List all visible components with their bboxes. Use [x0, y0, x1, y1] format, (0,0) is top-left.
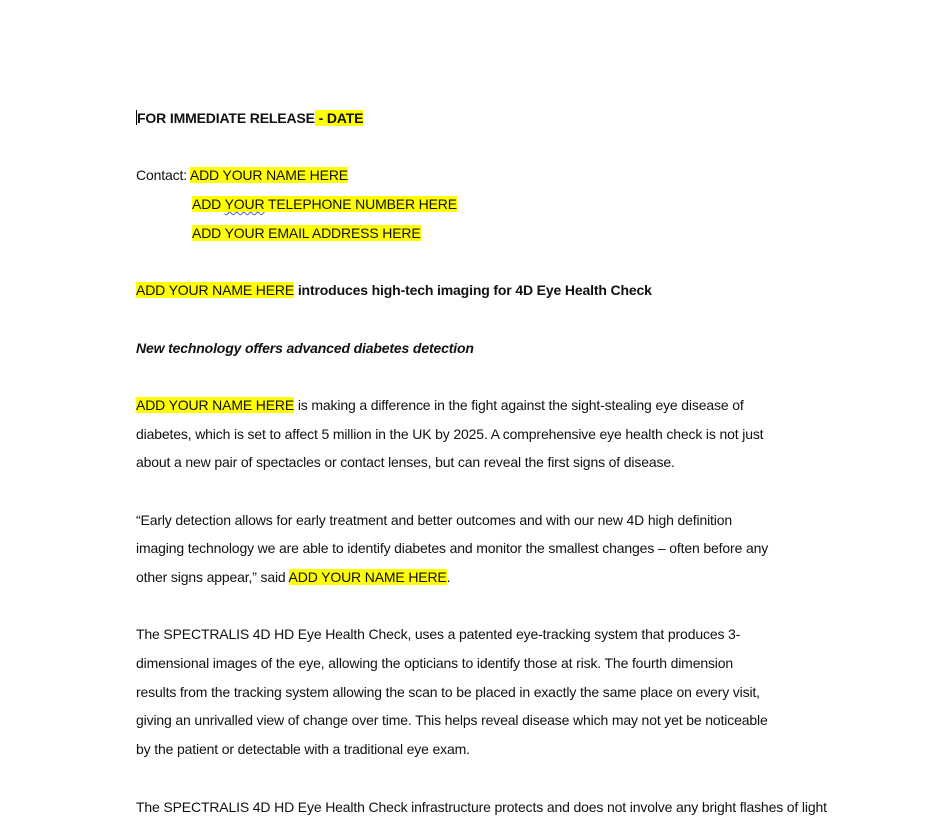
para1-name-placeholder: ADD YOUR NAME HERE [136, 397, 294, 413]
contact-label: Contact: [136, 167, 190, 183]
spellcheck-word: YOUR [225, 196, 265, 212]
blank-line [136, 764, 816, 793]
headline-name-placeholder: ADD YOUR NAME HERE [136, 282, 294, 298]
headline [136, 276, 816, 305]
paragraph-3-line-5: by the patient or detectable with a traditional eye exam. [136, 735, 816, 764]
blank-line [136, 362, 816, 391]
headline-text: introduces high-tech imaging for 4D Eye Health Check [294, 282, 652, 298]
release-label: FOR IMMEDIATE RELEASE [137, 110, 315, 126]
contact-line [136, 161, 816, 190]
para2-line3-end: . [447, 569, 451, 585]
date-placeholder: - DATE [315, 110, 363, 126]
blank-line [136, 477, 816, 506]
phone-rest-text: TELEPHONE NUMBER HERE [264, 196, 456, 212]
paragraph-2-line-2: imaging technology we are able to identify diabetes and monitor the smallest changes – often before any [136, 534, 816, 563]
blank-line [136, 247, 816, 276]
paragraph-1-line-3: about a new pair of spectacles or contact lenses, but can reveal the first signs of disease. [136, 448, 816, 477]
contact-phone-placeholder [192, 196, 457, 212]
contact-email-line [136, 219, 816, 248]
para2-line3-start: other signs appear,” said [136, 569, 289, 585]
contact-phone-line [136, 190, 816, 219]
paragraph-2-line-3 [136, 563, 816, 592]
blank-line [136, 305, 816, 334]
para2-name-placeholder: ADD YOUR NAME HERE [289, 569, 447, 585]
contact-name-placeholder: ADD YOUR NAME HERE [190, 167, 348, 183]
phone-add-text: ADD [192, 196, 225, 212]
contact-email-placeholder: ADD YOUR EMAIL ADDRESS HERE [192, 225, 421, 241]
document-body[interactable] [136, 104, 816, 821]
paragraph-3-line-3: results from the tracking system allowing the scan to be placed in exactly the same place on every visit, [136, 678, 816, 707]
blank-line [136, 133, 816, 162]
paragraph-1-line-1 [136, 391, 816, 420]
release-line [136, 104, 816, 133]
paragraph-3-line-1: The SPECTRALIS 4D HD Eye Health Check, uses a patented eye-tracking system that produces 3- [136, 620, 816, 649]
subheadline: New technology offers advanced diabetes detection [136, 334, 816, 363]
paragraph-1-line-2: diabetes, which is set to affect 5 million in the UK by 2025. A comprehensive eye health check is not just [136, 420, 816, 449]
paragraph-2-line-1: “Early detection allows for early treatment and better outcomes and with our new 4D high definition [136, 506, 816, 535]
paragraph-3-line-2: dimensional images of the eye, allowing the opticians to identify those at risk. The fourth dimension [136, 649, 816, 678]
paragraph-3-line-4: giving an unrivalled view of change over time. This helps reveal disease which may not yet be noticeable [136, 706, 816, 735]
paragraph-4-line-1: The SPECTRALIS 4D HD Eye Health Check infrastructure protects and does not involve any bright flashes of light [136, 793, 816, 821]
para1-line1-text: is making a difference in the fight against the sight-stealing eye disease of [294, 397, 744, 413]
blank-line [136, 592, 816, 621]
